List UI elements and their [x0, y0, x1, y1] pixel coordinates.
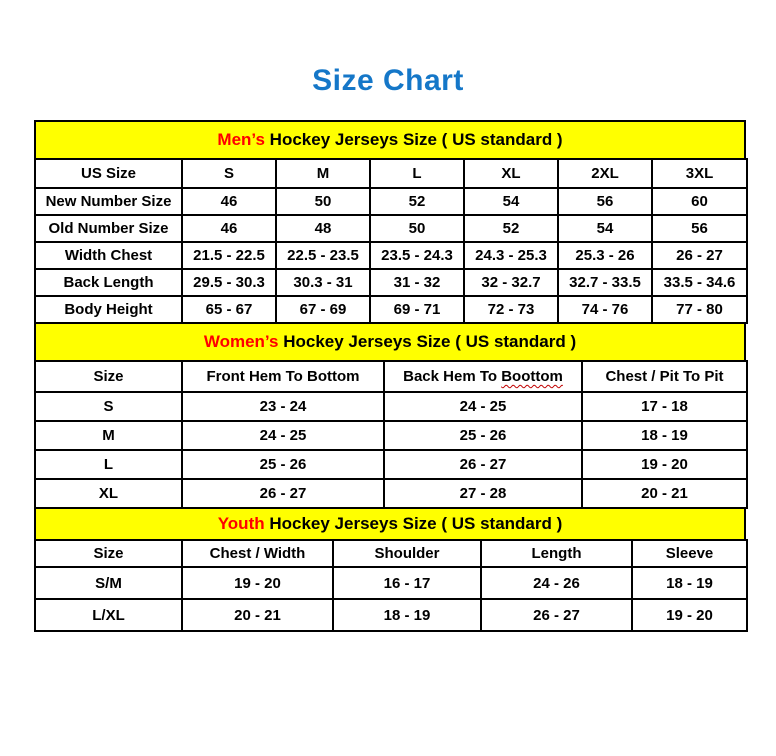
- cell: 46: [182, 215, 276, 242]
- mens-size-table: [34, 158, 748, 324]
- table-row: [35, 296, 747, 323]
- mens-header-row: [35, 159, 747, 188]
- cell: 19 - 20: [182, 567, 333, 599]
- youth-banner: [34, 507, 746, 541]
- mens-col-us-size: US Size: [35, 159, 182, 188]
- cell: 19 - 20: [582, 450, 747, 479]
- youth-col-length: Length: [481, 540, 632, 567]
- cell: 60: [652, 188, 747, 215]
- cell: 25 - 26: [182, 450, 384, 479]
- cell: 24 - 26: [481, 567, 632, 599]
- cell: 30.3 - 31: [276, 269, 370, 296]
- womens-col-front-hem: Front Hem To Bottom: [182, 361, 384, 392]
- womens-col-back-hem: [384, 361, 582, 392]
- row-label: M: [35, 421, 182, 450]
- cell: 32.7 - 33.5: [558, 269, 652, 296]
- cell: 72 - 73: [464, 296, 558, 323]
- youth-col-shoulder: Shoulder: [333, 540, 481, 567]
- cell: 18 - 19: [582, 421, 747, 450]
- cell: 24 - 25: [182, 421, 384, 450]
- table-row: [35, 567, 747, 599]
- table-row: [35, 188, 747, 215]
- row-label: Width Chest: [35, 242, 182, 269]
- womens-banner-text: Hockey Jerseys Size ( US standard ): [278, 332, 577, 351]
- mens-banner-text: Hockey Jerseys Size ( US standard ): [264, 130, 563, 149]
- cell: 16 - 17: [333, 567, 481, 599]
- youth-col-size: Size: [35, 540, 182, 567]
- table-row: [35, 421, 747, 450]
- cell: 65 - 67: [182, 296, 276, 323]
- cell: 21.5 - 22.5: [182, 242, 276, 269]
- table-row: [35, 599, 747, 631]
- cell: 31 - 32: [370, 269, 464, 296]
- cell: 23 - 24: [182, 392, 384, 421]
- cell: 52: [464, 215, 558, 242]
- row-label: L/XL: [35, 599, 182, 631]
- cell: 18 - 19: [632, 567, 747, 599]
- cell: 52: [370, 188, 464, 215]
- row-label: S: [35, 392, 182, 421]
- cell: 54: [558, 215, 652, 242]
- mens-col-3xl: 3XL: [652, 159, 747, 188]
- womens-header-row: [35, 361, 747, 392]
- cell: 26 - 27: [652, 242, 747, 269]
- womens-banner: [34, 322, 746, 362]
- womens-banner-highlight: Women’s: [203, 332, 279, 351]
- page-title: Size Chart: [312, 64, 464, 97]
- cell: 25 - 26: [384, 421, 582, 450]
- cell: 20 - 21: [582, 479, 747, 508]
- youth-banner-highlight: Youth: [217, 514, 265, 533]
- row-label: S/M: [35, 567, 182, 599]
- mens-banner-highlight: Men’s: [217, 130, 265, 149]
- youth-size-table: [34, 539, 748, 632]
- womens-col-size: Size: [35, 361, 182, 392]
- womens-col-back-hem-misspelled: Boottom: [501, 368, 563, 385]
- youth-section: [34, 507, 746, 632]
- row-label: L: [35, 450, 182, 479]
- cell: 19 - 20: [632, 599, 747, 631]
- cell: 48: [276, 215, 370, 242]
- row-label: Body Height: [35, 296, 182, 323]
- cell: 23.5 - 24.3: [370, 242, 464, 269]
- cell: 26 - 27: [481, 599, 632, 631]
- cell: 33.5 - 34.6: [652, 269, 747, 296]
- cell: 67 - 69: [276, 296, 370, 323]
- cell: 50: [276, 188, 370, 215]
- cell: 56: [558, 188, 652, 215]
- mens-col-m: M: [276, 159, 370, 188]
- mens-section: [34, 120, 746, 324]
- cell: 56: [652, 215, 747, 242]
- cell: 69 - 71: [370, 296, 464, 323]
- cell: 26 - 27: [182, 479, 384, 508]
- table-row: [35, 242, 747, 269]
- youth-banner-text: Hockey Jerseys Size ( US standard ): [264, 514, 563, 533]
- table-row: [35, 215, 747, 242]
- womens-size-table: [34, 360, 748, 509]
- cell: 54: [464, 188, 558, 215]
- cell: 50: [370, 215, 464, 242]
- cell: 29.5 - 30.3: [182, 269, 276, 296]
- youth-col-chest-width: Chest / Width: [182, 540, 333, 567]
- cell: 26 - 27: [384, 450, 582, 479]
- womens-section: [34, 322, 746, 509]
- mens-col-2xl: 2XL: [558, 159, 652, 188]
- cell: 27 - 28: [384, 479, 582, 508]
- table-row: [35, 450, 747, 479]
- mens-banner: [34, 120, 746, 160]
- cell: 24 - 25: [384, 392, 582, 421]
- cell: 25.3 - 26: [558, 242, 652, 269]
- row-label: Back Length: [35, 269, 182, 296]
- table-row: [35, 269, 747, 296]
- cell: 74 - 76: [558, 296, 652, 323]
- cell: 24.3 - 25.3: [464, 242, 558, 269]
- youth-header-row: [35, 540, 747, 567]
- womens-col-back-hem-text: Back Hem To: [403, 368, 502, 385]
- size-chart: [34, 120, 746, 632]
- mens-col-xl: XL: [464, 159, 558, 188]
- cell: 20 - 21: [182, 599, 333, 631]
- mens-col-l: L: [370, 159, 464, 188]
- cell: 22.5 - 23.5: [276, 242, 370, 269]
- cell: 77 - 80: [652, 296, 747, 323]
- table-row: [35, 479, 747, 508]
- row-label: Old Number Size: [35, 215, 182, 242]
- cell: 18 - 19: [333, 599, 481, 631]
- table-row: [35, 392, 747, 421]
- row-label: New Number Size: [35, 188, 182, 215]
- youth-col-sleeve: Sleeve: [632, 540, 747, 567]
- mens-col-s: S: [182, 159, 276, 188]
- cell: 46: [182, 188, 276, 215]
- womens-col-chest-pit: Chest / Pit To Pit: [582, 361, 747, 392]
- cell: 32 - 32.7: [464, 269, 558, 296]
- row-label: XL: [35, 479, 182, 508]
- cell: 17 - 18: [582, 392, 747, 421]
